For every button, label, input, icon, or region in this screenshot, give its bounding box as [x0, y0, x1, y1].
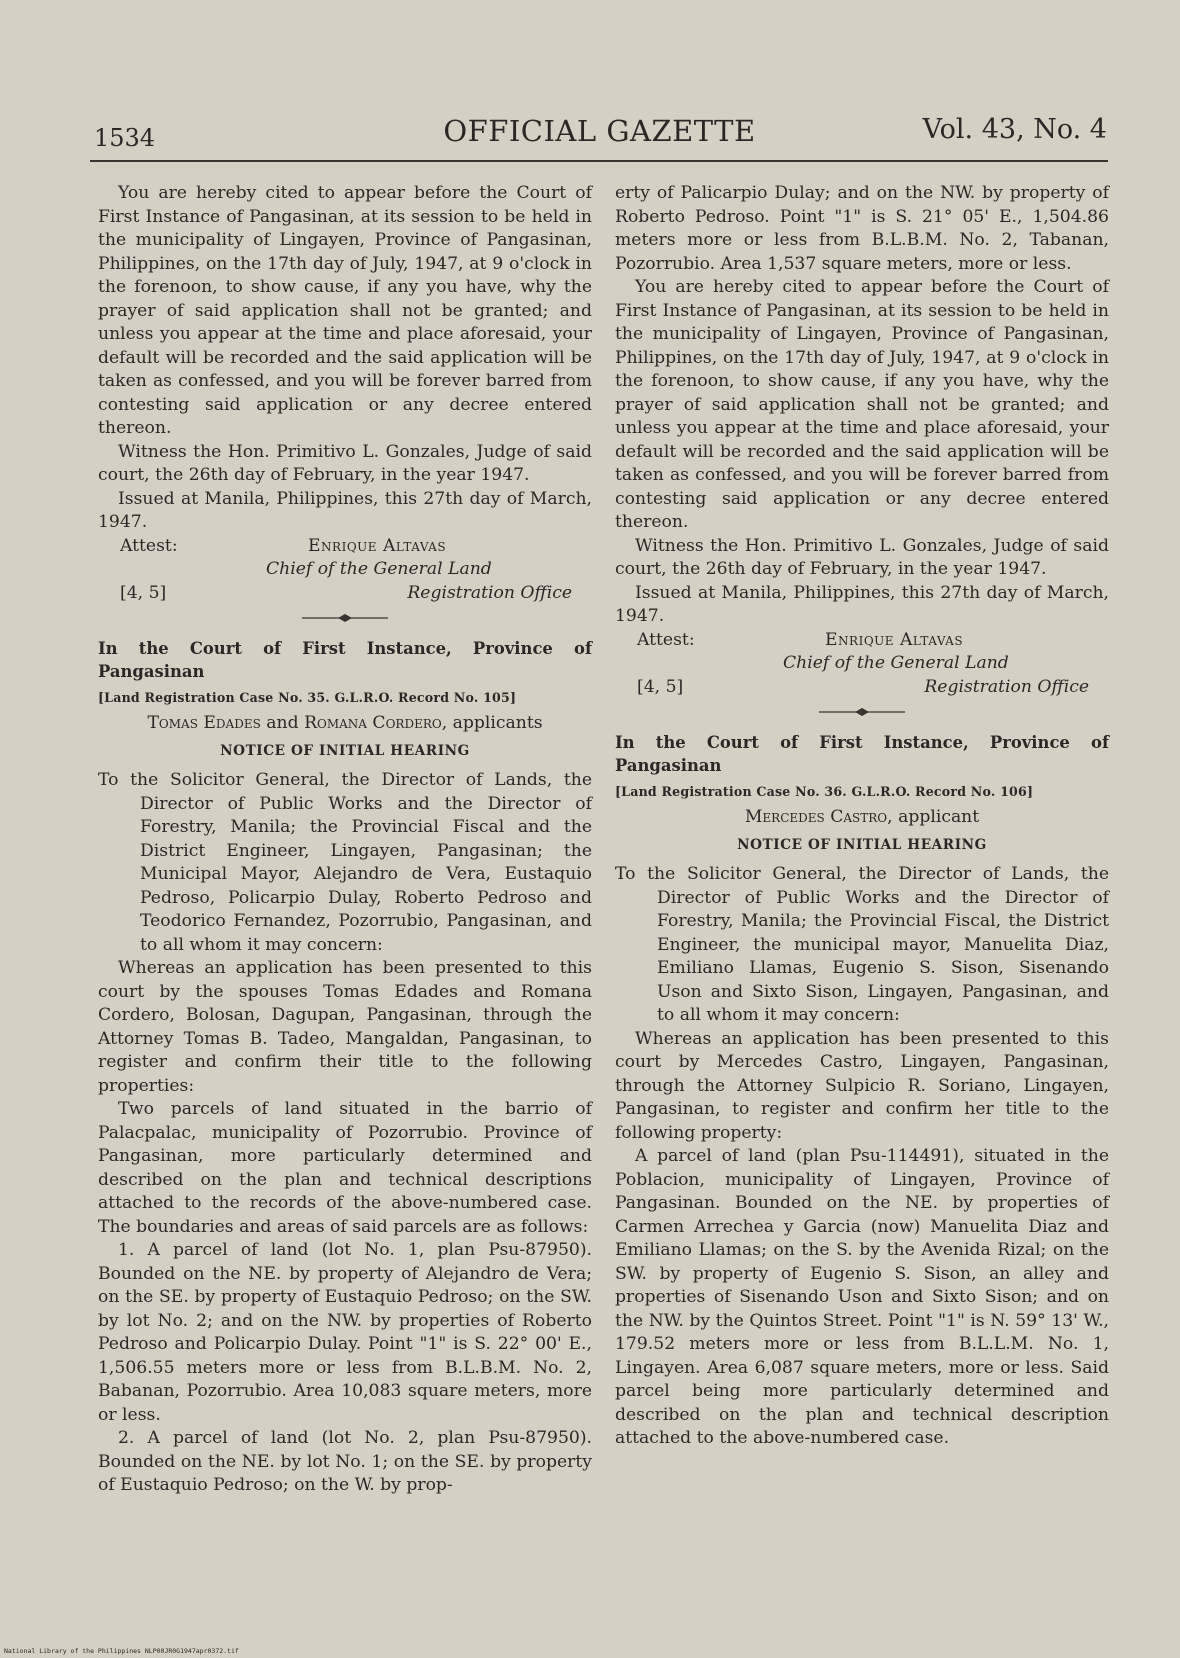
citation-paragraph: You are hereby cited to appear before the Court of First Instance of Pangasinan, at its session to be held in the municipality of Lingayen, Province of Pangasinan, Philippines, on the 17th day of July, 1947, at 9 o'clock in the forenoon, to show cause, if any you have, why the prayer of said application shall not be granted; and unless you appear at the time and place aforesaid, your default will be recorded and the said application will be taken as confessed, and you will be forever barred from contesting said application or any decree entered thereon.: [98, 183, 592, 438]
addressees-paragraph: To the Solicitor General, the Director of Lands, the Director of Public Works and the Director of Forestry, Manila; the Provincial Fiscal and the District Engineer, Lingayen, Pangasinan; the Municipal Mayor, Alejandro de Vera, Eustaquio Pedroso, Policarpio Dulay, Roberto Pedroso and Teodorico Fernandez, Pozorrubio, Pangasinan, and to all whom it may concern:: [98, 770, 592, 955]
publication-title: OFFICIAL GAZETTE: [443, 114, 756, 148]
attest-title-line1: Chief of the General Land: [266, 558, 492, 579]
header-rule: [90, 160, 1108, 162]
applicant-name: Mercedes Castro: [744, 807, 888, 827]
citation-paragraph: You are hereby cited to appear before the Court of First Instance of Pangasinan, at its session to be held in the municipality of Lingayen, Province of Pangasinan, Philippines, on the 17th day of July, 1947, at 9 o'clock in the forenoon, to show cause, if any you have, why the prayer of said application shall not be granted; and unless you appear at the time and place aforesaid, your default will be recorded and the said application will be taken as confessed, and you will be forever barred from contesting said application or any decree entered thereon.: [615, 277, 1109, 532]
left-column: [98, 182, 592, 1498]
attest-name: Enrique Altavas: [308, 535, 447, 556]
attest-title-line1: Chief of the General Land: [783, 652, 1009, 673]
attest-title-line2: Registration Office: [924, 676, 1089, 697]
applicant-name-2: Romana Cordero: [304, 713, 442, 733]
applicant-conjunction: and: [260, 713, 305, 733]
volume-label: Vol. 43, No. 4: [922, 114, 1107, 145]
court-heading: In the Court of First Instance, Province of Pangasinan: [615, 732, 1109, 775]
parcel-2-continuation: erty of Palicarpio Dulay; and on the NW. by property of Roberto Pedroso. Point "1" is S. 21° 05' E., 1,504.86 meters more or less from B.L.B.M. No. 2, Tabanan, Pozorrubio. Area 1,537 square meters, more or less.: [615, 183, 1109, 274]
page-number: 1534: [94, 124, 156, 152]
case-number: [Land Registration Case No. 35. G.L.R.O. Record No. 105]: [98, 689, 517, 705]
applicant-suffix: , applicant: [887, 807, 980, 827]
attest-label: Attest:: [637, 629, 695, 650]
court-heading: In the Court of First Instance, Province of Pangasinan: [98, 638, 592, 681]
divider-ornament-icon: [300, 612, 390, 624]
parcel-1-paragraph: 1. A parcel of land (lot No. 1, plan Psu-87950). Bounded on the NE. by property of Alejandro de Vera; on the SE. by property of Eustaquio Pedroso; on the SW. by lot No. 2; and on the NW. by properties of Roberto Pedroso and Policarpio Dulay. Point "1" is S. 22° 00' E., 1,506.55 meters more or less from B.L.B.M. No. 2, Babanan, Pozorrubio. Area 10,083 square meters, more or less.: [98, 1240, 592, 1425]
scan-footer: National Library of the Philippines NLP00JR0G1947apr0372.tif: [4, 1647, 239, 1655]
attestation-block: [615, 629, 1109, 701]
issue-reference: [4, 5]: [120, 582, 167, 603]
parcel-paragraph: A parcel of land (plan Psu-114491), situated in the Poblacion, municipality of Lingayen, Province of Pangasinan. Bounded on the NE. by properties of Carmen Arrechea y Garcia (now) Manuelita Diaz and Emiliano Llamas; on the S. by the Avenida Rizal; on the SW. by property of Eugenio S. Sison, an alley and properties of Sisenando Uson and Sixto Sison; and on the NW. by the Quintos Street. Point "1" is N. 59° 13' W., 179.52 meters more or less from B.L.L.M. No. 1, Lingayen. Area 6,087 square meters, more or less. Said parcel being more particularly determined and described on the plan and technical description attached to the above-numbered case.: [615, 1146, 1109, 1448]
applicant-line: [615, 806, 1109, 830]
issued-paragraph: Issued at Manila, Philippines, this 27th day of March, 1947.: [98, 488, 592, 532]
section-divider: [98, 607, 592, 633]
issue-reference: [4, 5]: [637, 676, 684, 697]
page-header: [92, 110, 1107, 160]
addressees-paragraph: To the Solicitor General, the Director of Lands, the Director of Public Works and the Director of Forestry, Manila; the Provincial Fiscal, the District Engineer, the municipal mayor, Manuelita Diaz, Emiliano Llamas, Eugenio S. Sison, Sisenando Uson and Sixto Sison, Lingayen, Pangasinan, and to all whom it may concern:: [615, 864, 1109, 1025]
section-divider: [615, 701, 1109, 727]
applicant-name-1: Tomas Edades: [147, 713, 261, 733]
applicants-line: [98, 712, 592, 736]
issued-paragraph: Issued at Manila, Philippines, this 27th day of March, 1947.: [615, 582, 1109, 626]
witness-paragraph: Witness the Hon. Primitivo L. Gonzales, Judge of said court, the 26th day of February, in the year 1947.: [615, 535, 1109, 579]
right-column: [615, 182, 1109, 1451]
divider-ornament-icon: [817, 706, 907, 718]
attestation-block: [98, 535, 592, 607]
application-paragraph: Whereas an application has been presented to this court by the spouses Tomas Edades and Romana Cordero, Bolosan, Dagupan, Pangasinan, through the Attorney Tomas B. Tadeo, Mangaldan, Pangasinan, to register and confirm their title to the following properties:: [98, 958, 592, 1096]
notice-heading: NOTICE OF INITIAL HEARING: [737, 836, 987, 853]
notice-heading: NOTICE OF INITIAL HEARING: [220, 742, 470, 759]
parcels-paragraph: Two parcels of land situated in the barrio of Palacpalac, municipality of Pozorrubio. Province of Pangasinan, more particularly determined and described on the plan and technical descriptions attached to the records of the above-numbered case. The boundaries and areas of said parcels are as follows:: [98, 1099, 592, 1237]
application-paragraph: Whereas an application has been presented to this court by Mercedes Castro, Lingayen, Pangasinan, through the Attorney Sulpicio R. Soriano, Lingayen, Pangasinan, to register and confirm her title to the following property:: [615, 1028, 1109, 1143]
case-number: [Land Registration Case No. 36. G.L.R.O. Record No. 106]: [615, 783, 1034, 799]
attest-name: Enrique Altavas: [825, 629, 964, 650]
attest-title-line2: Registration Office: [407, 582, 572, 603]
applicants-suffix: , applicants: [441, 713, 543, 733]
parcel-2-paragraph: 2. A parcel of land (lot No. 2, plan Psu-87950). Bounded on the NE. by lot No. 1; on the SE. by property of Eustaquio Pedroso; on the W. by prop-: [98, 1428, 592, 1495]
attest-label: Attest:: [120, 535, 178, 556]
witness-paragraph: Witness the Hon. Primitivo L. Gonzales, Judge of said court, the 26th day of February, in the year 1947.: [98, 441, 592, 485]
